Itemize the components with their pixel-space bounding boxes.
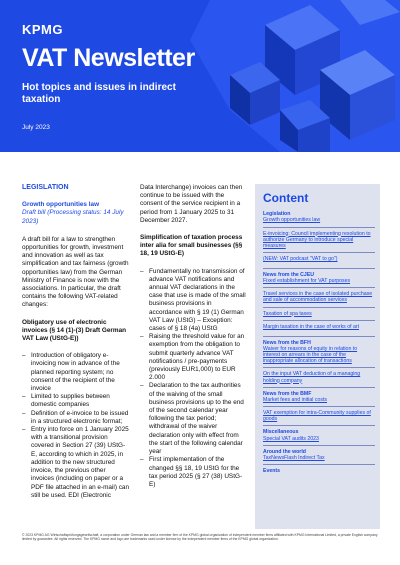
toc-heading: News from the BMF (263, 390, 312, 397)
article-status: Draft bill (Processing status: 14 July 2023) (22, 209, 124, 225)
toc-link[interactable]: VAT exemption for intra-Community supplies of goods (263, 410, 371, 423)
toc-title: Content (263, 191, 309, 205)
list-item: – Introduction of obligatory e-invoicing now in advance of the planned reporting system; no consent of the recipient of the invoice (22, 352, 130, 393)
toc-heading: Miscellaneous (263, 429, 299, 436)
kpmg-logo: KPMG (22, 22, 63, 37)
toc-link[interactable]: Margin taxation in the case of works of art (263, 323, 360, 330)
divider (263, 307, 375, 308)
divider (263, 227, 375, 228)
list-item: – Limited to supplies between domestic companies (22, 393, 130, 409)
toc-group-legislation (263, 211, 375, 224)
divider (263, 367, 375, 368)
toc-link[interactable]: On the input VAT deduction of a managing holding company (263, 371, 361, 384)
list-item: – Fundamentally no transmission of advance VAT notifications and annual VAT declarations in the case that use is made of the small business provisions in accordance with § 19 (1) German VAT Law (UStG) – Exception: cases of § 18 (4a) UStG (140, 268, 246, 334)
toc-heading: Events (263, 468, 281, 475)
article-heading: Growth opportunities law (22, 201, 100, 209)
einvoice-list (22, 352, 130, 500)
divider (263, 268, 375, 269)
newsletter-title: VAT Newsletter (22, 44, 195, 72)
article-column-middle (140, 184, 246, 489)
toc-link[interactable]: Growth opportunities law (263, 217, 321, 224)
list-item: – Declaration to the tax authorities of the waiving of the small business provisions up to the end of the second calendar year following the tax period; withdrawal of the waiver declaration only with effect from the start of the following calendar year (140, 382, 246, 456)
simplification-list (140, 268, 246, 489)
toc-link[interactable]: TaxNewsFlash Indirect Tax (263, 455, 325, 462)
toc-link[interactable]: Travel services in the case of isolated purchase and sale of accommodation services (263, 291, 373, 304)
cover-banner (0, 0, 400, 152)
article-column-left (22, 184, 130, 500)
list-item: – First implementation of the changed §§ 18, 19 UStG for the tax period 2025 (§ 27 (38) UStG-E) (140, 456, 246, 489)
list-item: – Raising the threshold value for an exemption from the obligation to submit quarterly advance VAT notifications / pre-payments (previously EUR1,000) to EUR 2.000 (140, 333, 246, 382)
toc-link[interactable]: Special VAT audits 2023 (263, 435, 319, 442)
divider (263, 287, 375, 288)
section-label: LEGISLATION (22, 184, 69, 191)
toc-heading: Around the world (263, 448, 306, 455)
toc-heading: News from the BFH (263, 339, 311, 346)
toc-link[interactable]: (NEW: VAT podcast "VAT to go") (263, 255, 338, 262)
issue-date: July 2023 (22, 124, 50, 131)
divider (263, 464, 375, 465)
divider (263, 320, 375, 321)
toc-link[interactable]: Taxation of spa taxes (263, 310, 312, 317)
einvoice-heading: Obligatory use of electronic invoices (§ 14 (1)-(3) Draft German VAT Law (UStG-E)) (22, 318, 127, 343)
article-intro: A draft bill for a law to strengthen opportunities for growth, investment and innovation as well as tax simplification and tax fairness (growth opportunities law) from the German Ministry of Finance is now with the associations. In particular, the draft contains the following VAT-related changes: (22, 235, 129, 309)
legal-footer: © 2023 KPMG AG Wirtschaftsprüfungsgesellschaft, a corporation under German law and a member firm of the KPMG global organization of independent member firms affiliated with KPMG International Limited, a private English company limited by guarantee. All rights reserved. The KPMG name and logo are trademarks used under license by the independent member firms of the KPMG global organization. (22, 533, 378, 542)
divider (263, 425, 375, 426)
toc-link[interactable]: E-invoicing: Council implementing resolution to authorize Germany to introduce special measures (263, 230, 371, 249)
newsletter-subtitle: Hot topics and issues in indirect taxation (22, 82, 176, 105)
divider (263, 406, 375, 407)
toc-link[interactable]: Waiver for reasons of equity in relation to interest on arrears in the case of the inappropriate allocation of transactions (263, 346, 358, 365)
toc-link[interactable]: Fixed establishment for VAT purposes (263, 278, 351, 285)
toc-heading: News from the CJEU (263, 271, 315, 278)
divider (263, 252, 375, 253)
list-item: – Entry into force on 1 January 2025 with a transitional provision covered in Section 27 (39) UStG-E, according to which in 2025, in addition to the new structured invoice, the previous other invoices (including on paper or a PDF file attached in an e-mail) can still be used. EDI (Electronic (22, 426, 130, 500)
divider (263, 445, 375, 446)
toc-heading: Legislation (263, 211, 291, 217)
toc-body (263, 211, 375, 475)
continuation-text: Data Interchange) invoices can then continue to be issued with the consent of the service recipient in a period from 1 January 2025 to 31 December 2027. (140, 184, 243, 224)
simplification-heading: Simplification of taxation process inter alia for small businesses (§§ 18, 19 UStG-E) (140, 234, 243, 258)
divider (263, 387, 375, 388)
toc-link[interactable]: Market fees and initial costs (263, 397, 328, 404)
divider (263, 336, 375, 337)
cube-illustration (170, 0, 400, 152)
table-of-contents (255, 184, 380, 529)
list-item: – Definition of e-invoice to be issued in a structured electronic format; (22, 410, 130, 426)
